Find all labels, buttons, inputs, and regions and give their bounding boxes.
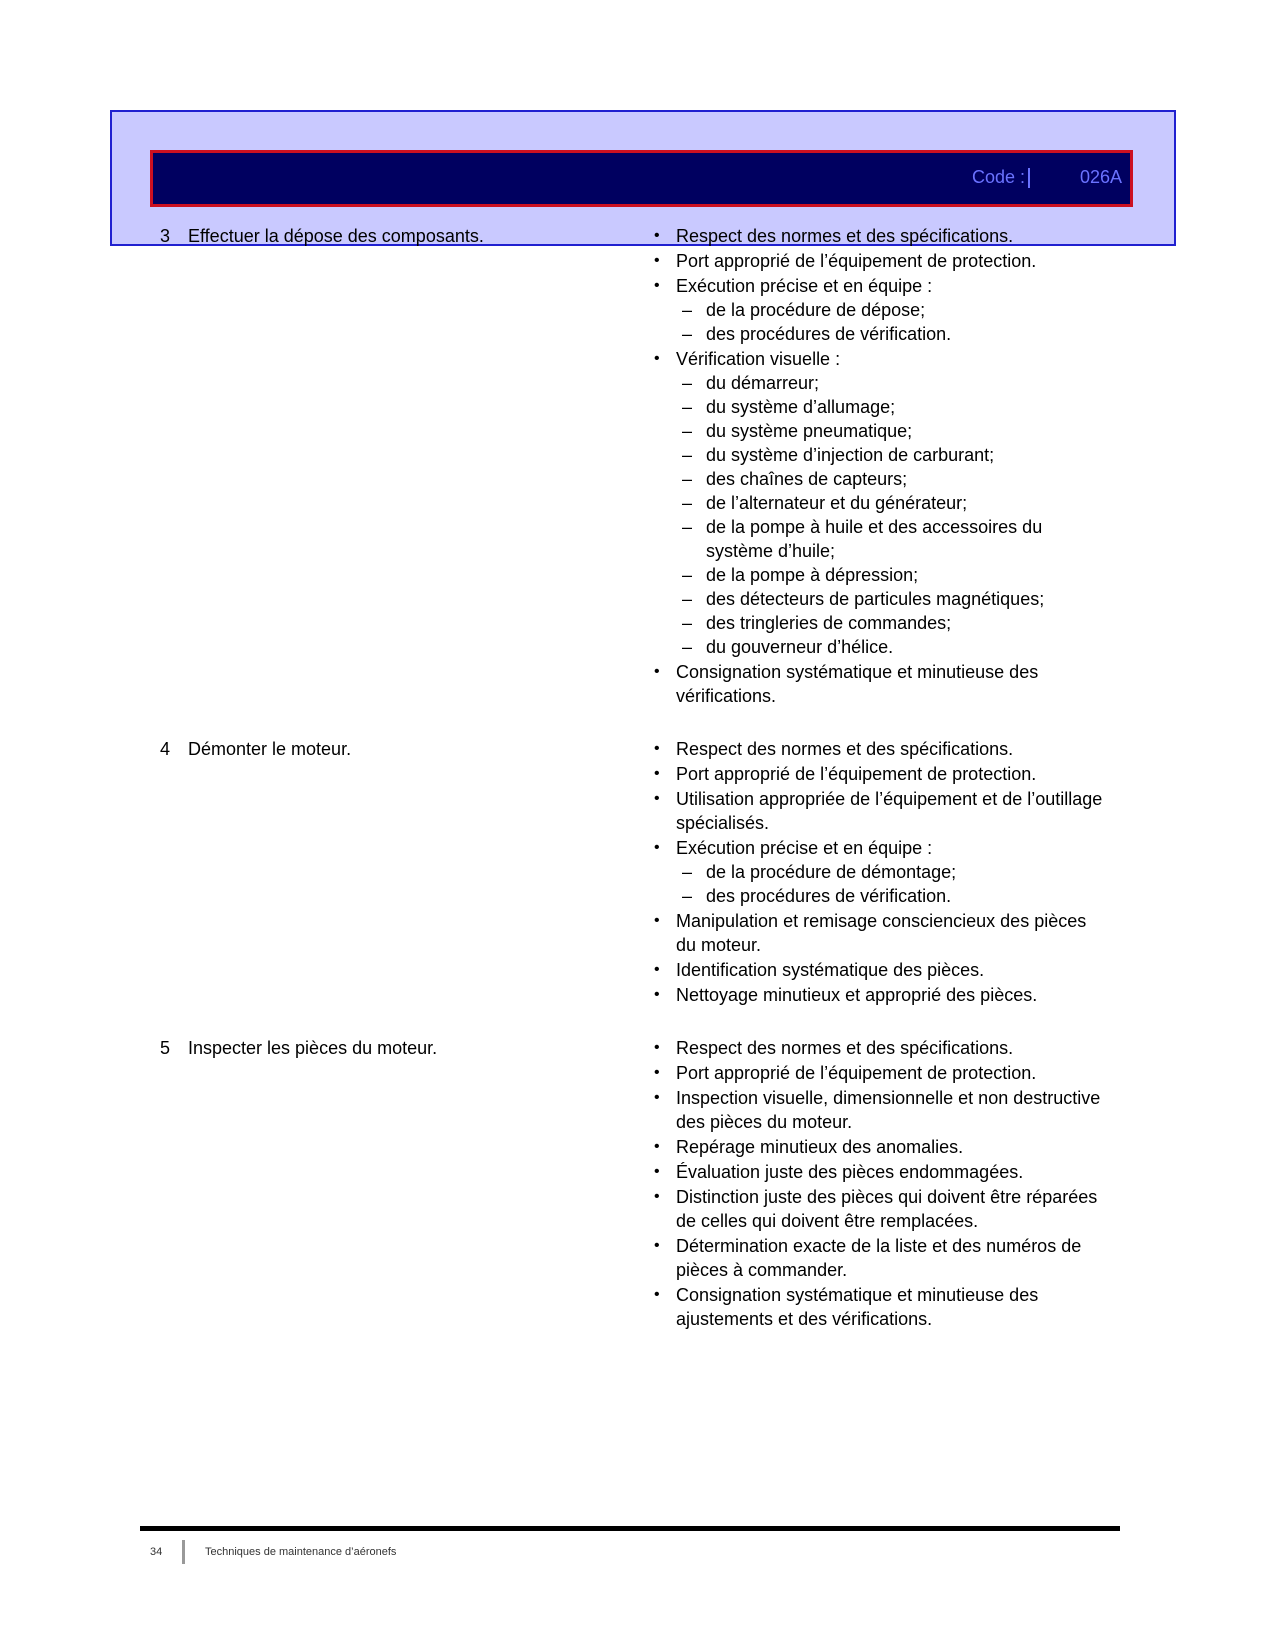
- criterion-item: [650, 1283, 1110, 1331]
- sub-criteria-list: [676, 860, 1110, 908]
- criterion-item: [650, 274, 1110, 346]
- criterion-text: Vérification visuelle :: [676, 349, 841, 369]
- criterion-text: Nettoyage minutieux et approprié des pièces.: [676, 985, 1038, 1005]
- element-statement: [160, 1036, 660, 1060]
- sub-criterion-item: – de la procédure de dépose;: [676, 298, 1110, 322]
- sub-criterion-item: – du système d’allumage;: [676, 395, 1110, 419]
- criterion-text: Évaluation juste des pièces endommagées.: [676, 1162, 1024, 1182]
- criterion-text: Inspection visuelle, dimensionnelle et non destructive des pièces du moteur.: [676, 1088, 1101, 1132]
- criterion-text: Respect des normes et des spécifications.: [676, 739, 1014, 759]
- sub-criterion-item: – du système pneumatique;: [676, 419, 1110, 443]
- criterion-text: Consignation systématique et minutieuse des vérifications.: [676, 662, 1039, 706]
- sub-criterion-item: – du démarreur;: [676, 371, 1110, 395]
- sub-criterion-item: – du gouverneur d’hélice.: [676, 635, 1110, 659]
- code-value: 026A: [1079, 167, 1122, 187]
- code-label: Code :: [971, 167, 1025, 187]
- criterion-item: [650, 1234, 1110, 1282]
- criterion-text: Respect des normes et des spécifications.: [676, 226, 1014, 246]
- criterion-item: [650, 762, 1110, 786]
- criterion-item: [650, 737, 1110, 761]
- elements-table: [160, 224, 1120, 1360]
- criterion-item: [650, 836, 1110, 908]
- sub-criterion-item: – de la pompe à huile et des accessoires du système d’huile;: [676, 515, 1110, 563]
- criterion-item: [650, 1185, 1110, 1233]
- sub-criterion-item: – de l’alternateur et du générateur;: [676, 491, 1110, 515]
- criteria-list: [650, 737, 1110, 1007]
- criterion-item: [650, 1061, 1110, 1085]
- sub-criterion-item: – des tringleries de commandes;: [676, 611, 1110, 635]
- criterion-text: Distinction juste des pièces qui doivent être réparées de celles qui doivent être remplacées.: [676, 1187, 1098, 1231]
- criterion-text: Port approprié de l’équipement de protection.: [676, 764, 1037, 784]
- element-title: Démonter le moteur.: [188, 739, 352, 759]
- element-title: Effectuer la dépose des composants.: [188, 226, 484, 246]
- element-row: [160, 224, 1120, 709]
- criterion-item: [650, 249, 1110, 273]
- element-row: [160, 1036, 1120, 1332]
- element-number: 3: [160, 226, 171, 246]
- document-title: Techniques de maintenance d’aéronefs: [205, 1546, 397, 1558]
- performance-criteria: [650, 224, 1110, 709]
- page-footer: [150, 1540, 396, 1564]
- sub-criteria-list: [676, 371, 1110, 659]
- criterion-text: Utilisation appropriée de l’équipement et de l’outillage spécialisés.: [676, 789, 1103, 833]
- criterion-item: [650, 983, 1110, 1007]
- sub-criterion-item: – de la pompe à dépression;: [676, 563, 1110, 587]
- criterion-item: [650, 347, 1110, 659]
- program-code: [972, 167, 1122, 188]
- performance-criteria: [650, 737, 1110, 1008]
- criterion-text: Consignation systématique et minutieuse des ajustements et des vérifications.: [676, 1285, 1039, 1329]
- criterion-text: Identification systématique des pièces.: [676, 960, 985, 980]
- criterion-item: [650, 224, 1110, 248]
- criterion-text: Manipulation et remisage consciencieux des pièces du moteur.: [676, 911, 1087, 955]
- sub-criterion-item: – des détecteurs de particules magnétiques;: [676, 587, 1110, 611]
- element-row: [160, 737, 1120, 1008]
- criterion-item: [650, 1135, 1110, 1159]
- criterion-item: [650, 1160, 1110, 1184]
- criterion-item: [650, 1086, 1110, 1134]
- criteria-list: [650, 1036, 1110, 1331]
- criterion-text: Repérage minutieux des anomalies.: [676, 1137, 964, 1157]
- criterion-item: [650, 958, 1110, 982]
- criterion-text: Détermination exacte de la liste et des numéros de pièces à commander.: [676, 1236, 1082, 1280]
- page-number: 34: [150, 1546, 163, 1558]
- criterion-item: [650, 787, 1110, 835]
- element-number: 5: [160, 1038, 171, 1058]
- element-statement: [160, 737, 660, 761]
- criterion-text: Exécution précise et en équipe :: [676, 276, 933, 296]
- header-bar: [150, 150, 1133, 207]
- sub-criterion-item: – des chaînes de capteurs;: [676, 467, 1110, 491]
- criterion-item: [650, 1036, 1110, 1060]
- footer-separator: [182, 1540, 185, 1564]
- sub-criteria-list: [676, 298, 1110, 346]
- criterion-text: Exécution précise et en équipe :: [676, 838, 933, 858]
- sub-criterion-item: – du système d’injection de carburant;: [676, 443, 1110, 467]
- element-number: 4: [160, 739, 171, 759]
- footer-rule: [140, 1526, 1120, 1531]
- performance-criteria: [650, 1036, 1110, 1332]
- criterion-item: [650, 909, 1110, 957]
- criteria-list: [650, 224, 1110, 708]
- sub-criterion-item: – des procédures de vérification.: [676, 322, 1110, 346]
- criterion-text: Respect des normes et des spécifications.: [676, 1038, 1014, 1058]
- criterion-text: Port approprié de l’équipement de protection.: [676, 1063, 1037, 1083]
- sub-criterion-item: – de la procédure de démontage;: [676, 860, 1110, 884]
- code-separator: [1028, 168, 1030, 188]
- element-title: Inspecter les pièces du moteur.: [188, 1038, 438, 1058]
- criterion-text: Port approprié de l’équipement de protection.: [676, 251, 1037, 271]
- sub-criterion-item: – des procédures de vérification.: [676, 884, 1110, 908]
- element-statement: [160, 224, 660, 248]
- criterion-item: [650, 660, 1110, 708]
